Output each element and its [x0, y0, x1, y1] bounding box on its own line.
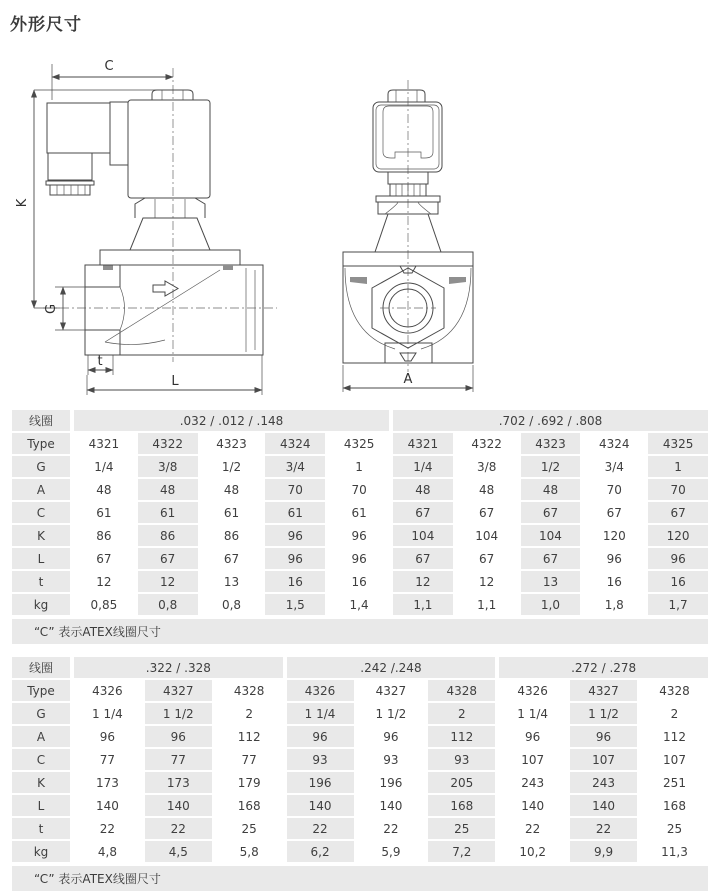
table-cell: 0,8 [138, 594, 198, 615]
table-row [12, 680, 708, 701]
table-cell: 4,5 [145, 841, 212, 862]
table-cell: 48 [479, 482, 495, 497]
table-cell: 3/4 [604, 459, 624, 474]
table-row [12, 749, 708, 770]
table-cell: 243 [521, 775, 545, 790]
valve-body [85, 265, 263, 355]
table-cell: 4321 [88, 436, 120, 451]
table-cell: 4321 [393, 433, 453, 454]
dim-label-t: t [97, 354, 103, 369]
table-row [12, 772, 708, 793]
table-cell: 243 [570, 772, 637, 793]
table-cell: 0,85 [90, 597, 118, 612]
table-cell: 12 [479, 574, 495, 589]
row-label: K [12, 525, 70, 546]
dim-label-C: C [104, 59, 114, 74]
table-cell: 22 [145, 818, 212, 839]
table-cell: 96 [383, 729, 399, 744]
table-cell: 112 [428, 726, 495, 747]
row-label: t [12, 818, 70, 839]
table-row [12, 841, 708, 862]
table-row [12, 594, 708, 615]
front-view-drawing [325, 72, 505, 402]
table-cell: 5,8 [239, 844, 259, 859]
table-cell: 1 1/4 [517, 706, 549, 721]
table-cell: 96 [265, 525, 325, 546]
table-cell: 1,1 [477, 597, 497, 612]
table-cell: 140 [287, 795, 354, 816]
table-cell: 1,7 [648, 594, 708, 615]
table-cell: 112 [237, 729, 261, 744]
table-cell: 77 [241, 752, 257, 767]
table-cell: 1 1/4 [92, 706, 123, 721]
table-cell: 3/4 [265, 456, 325, 477]
row-label: kg [12, 841, 70, 862]
table-cell: 96 [287, 726, 354, 747]
table-cell: 4327 [570, 680, 637, 701]
atex-note-2: “C” 表示ATEX线圈尺寸 [12, 866, 708, 891]
table-cell: 4325 [648, 433, 708, 454]
table-cell: 16 [648, 571, 708, 592]
coil-group-header: .322 / .328 [74, 657, 283, 678]
table-cell: 1,5 [265, 594, 325, 615]
table-cell: 168 [237, 798, 261, 813]
table-cell: 2 [245, 706, 253, 721]
coil-group-header: .702 / .692 / .808 [393, 410, 708, 431]
table-cell: 93 [428, 749, 495, 770]
coil-header-row [12, 657, 708, 678]
coil-group-header: .272 / .278 [499, 657, 708, 678]
row-label: A [12, 479, 70, 500]
table-cell: 2 [428, 703, 495, 724]
table-cell: 67 [606, 505, 622, 520]
table-row [12, 795, 708, 816]
table-cell: 1 [355, 459, 363, 474]
table-cell: 48 [96, 482, 112, 497]
row-label: C [12, 749, 70, 770]
table-cell: 4323 [216, 436, 247, 451]
cable-gland [50, 185, 90, 195]
table-cell: 0,8 [221, 597, 242, 612]
table-cell: 1 1/2 [145, 703, 212, 724]
row-label: kg [12, 594, 70, 615]
row-label: A [12, 726, 70, 747]
table-cell: 4326 [517, 683, 548, 698]
dimension-table-2 [8, 655, 712, 864]
table-cell: 107 [521, 752, 545, 767]
table-row [12, 571, 708, 592]
hex-nut [135, 198, 205, 218]
coil-body [373, 102, 442, 172]
table-row [12, 548, 708, 569]
cable-connector [47, 103, 110, 153]
table-cell: 196 [379, 775, 403, 790]
table-cell: 107 [570, 749, 637, 770]
table-cell: 48 [138, 479, 198, 500]
table-cell: 12 [393, 571, 453, 592]
table-cell: 61 [223, 505, 240, 520]
table-cell: 48 [393, 479, 453, 500]
dim-label-K: K [15, 198, 30, 208]
table-cell: 12 [96, 574, 112, 589]
dimension-table [8, 655, 712, 864]
table-cell: 11,3 [661, 844, 688, 859]
table-row [12, 703, 708, 724]
table-cell: 25 [428, 818, 495, 839]
table-cell: 4326 [287, 680, 354, 701]
coil-body [128, 100, 210, 198]
table-cell: 86 [223, 528, 240, 543]
table-cell: 67 [393, 502, 453, 523]
table-cell: 5,9 [381, 844, 401, 859]
table-cell: 96 [265, 548, 325, 569]
table-cell: 96 [351, 528, 367, 543]
table-cell: 86 [138, 525, 198, 546]
table-cell: 1 1/2 [570, 703, 637, 724]
table-cell: 96 [570, 726, 637, 747]
page-title: 外形尺寸 [10, 15, 82, 35]
table-cell: 22 [570, 818, 637, 839]
table-cell: 67 [479, 505, 495, 520]
row-label: Type [12, 680, 70, 701]
table-cell: 48 [223, 482, 240, 497]
table-cell: 4325 [343, 436, 375, 451]
table-cell: 61 [265, 502, 325, 523]
coil-header-label: 线圈 [12, 410, 70, 431]
table-row [12, 456, 708, 477]
row-label: L [12, 795, 70, 816]
table-cell: 4327 [375, 683, 407, 698]
table-cell: 104 [393, 525, 453, 546]
table-cell: 140 [521, 798, 545, 813]
dimension-table-1 [8, 408, 712, 617]
coil-header-label: 线圈 [12, 657, 70, 678]
table-cell: 4,8 [97, 844, 117, 859]
table-cell: 4327 [145, 680, 212, 701]
table-cell: 140 [379, 798, 403, 813]
row-label: t [12, 571, 70, 592]
table-cell: 96 [648, 548, 708, 569]
table-cell: 70 [351, 482, 367, 497]
table-row [12, 726, 708, 747]
table-cell: 25 [241, 821, 257, 836]
table-cell: 16 [606, 574, 622, 589]
table-cell: 168 [428, 795, 495, 816]
table-cell: 4323 [521, 433, 581, 454]
tables-section [8, 408, 712, 891]
coil-group-header: .032 / .012 / .148 [74, 410, 389, 431]
table-cell: 67 [521, 502, 581, 523]
coil-group-header: .242 /.248 [287, 657, 496, 678]
table-cell: 1/4 [94, 459, 114, 474]
coil-header-row [12, 410, 708, 431]
table-cell: 61 [96, 505, 112, 520]
table-cell: 86 [96, 528, 112, 543]
table-cell: 67 [223, 551, 240, 566]
table-cell: 67 [393, 548, 453, 569]
table-cell: 140 [95, 798, 119, 813]
table-cell: 120 [602, 528, 626, 543]
bonnet [130, 218, 210, 250]
table-cell: 25 [666, 821, 683, 836]
table-cell: 3/8 [477, 459, 497, 474]
table-cell: 22 [99, 821, 116, 836]
table-cell: 1/4 [393, 456, 453, 477]
table-cell: 96 [351, 551, 367, 566]
flange-plate [100, 250, 240, 265]
table-cell: 112 [663, 729, 686, 744]
table-cell: 196 [287, 772, 354, 793]
table-row [12, 433, 708, 454]
table-cell: 93 [287, 749, 354, 770]
table-row [12, 479, 708, 500]
table-row [12, 525, 708, 546]
table-cell: 1 1/4 [287, 703, 354, 724]
table-cell: 4324 [599, 436, 630, 451]
table-cell: 67 [479, 551, 495, 566]
table-cell: 1/2 [221, 459, 242, 474]
dimension-table [8, 408, 712, 617]
table-cell: 10,2 [519, 844, 547, 859]
table-cell: 251 [663, 775, 686, 790]
row-label: G [12, 456, 70, 477]
connector-bracket [110, 102, 128, 165]
row-label: C [12, 502, 70, 523]
table-cell: 96 [99, 729, 116, 744]
table-cell: 120 [648, 525, 708, 546]
side-view-drawing [5, 52, 315, 402]
table-cell: 22 [525, 821, 541, 836]
dim-label-L: L [171, 374, 179, 389]
table-cell: 70 [648, 479, 708, 500]
table-cell: 4328 [428, 680, 495, 701]
table-cell: 77 [99, 752, 116, 767]
table-cell: 1,0 [521, 594, 581, 615]
table-cell: 13 [521, 571, 581, 592]
table-cell: 205 [428, 772, 495, 793]
table-cell: 104 [521, 525, 581, 546]
table-row [12, 818, 708, 839]
table-cell: 168 [663, 798, 686, 813]
table-cell: 173 [95, 775, 119, 790]
table-cell: 3/8 [138, 456, 198, 477]
table-cell: 48 [521, 479, 581, 500]
table-cell: 4324 [265, 433, 325, 454]
flow-arrow [153, 281, 178, 296]
row-label: L [12, 548, 70, 569]
table-cell: 7,2 [428, 841, 495, 862]
table-cell: 16 [351, 574, 367, 589]
table-cell: 140 [570, 795, 637, 816]
table-cell: 77 [145, 749, 212, 770]
table-cell: 2 [670, 706, 679, 721]
table-cell: 1 [648, 456, 708, 477]
row-label: Type [12, 433, 70, 454]
table-cell: 93 [383, 752, 399, 767]
table-cell: 13 [223, 574, 240, 589]
table-cell: 67 [96, 551, 112, 566]
table-cell: 9,9 [570, 841, 637, 862]
table-cell: 67 [648, 502, 708, 523]
table-cell: 70 [265, 479, 325, 500]
table-cell: 104 [475, 528, 499, 543]
table-cell: 173 [145, 772, 212, 793]
table-cell: 67 [521, 548, 581, 569]
table-cell: 22 [383, 821, 399, 836]
table-cell: 12 [138, 571, 198, 592]
table-cell: 4326 [92, 683, 123, 698]
table-cell: 16 [265, 571, 325, 592]
table-cell: 4322 [138, 433, 198, 454]
table-cell: 179 [237, 775, 261, 790]
table-cell: 70 [606, 482, 622, 497]
table-cell: 107 [663, 752, 686, 767]
table-cell: 4322 [471, 436, 502, 451]
table-cell: 61 [351, 505, 367, 520]
table-cell: 61 [138, 502, 198, 523]
table-cell: 4328 [233, 683, 265, 698]
table-cell: 1,4 [349, 597, 369, 612]
table-cell: 1 1/2 [375, 706, 407, 721]
table-cell: 140 [145, 795, 212, 816]
table-cell: 96 [606, 551, 622, 566]
table-cell: 67 [138, 548, 198, 569]
table-cell: 6,2 [287, 841, 354, 862]
table-cell: 1,8 [604, 597, 624, 612]
atex-note-1: “C” 表示ATEX线圈尺寸 [12, 619, 708, 644]
dim-label-A: A [403, 372, 413, 387]
table-cell: 96 [145, 726, 212, 747]
table-cell: 22 [287, 818, 354, 839]
row-label: K [12, 772, 70, 793]
table-cell: 1/2 [521, 456, 581, 477]
row-label: G [12, 703, 70, 724]
table-row [12, 502, 708, 523]
table-cell: 96 [525, 729, 541, 744]
table-cell: 1,1 [393, 594, 453, 615]
table-cell: 4328 [659, 683, 690, 698]
dim-label-G: G [44, 303, 59, 315]
